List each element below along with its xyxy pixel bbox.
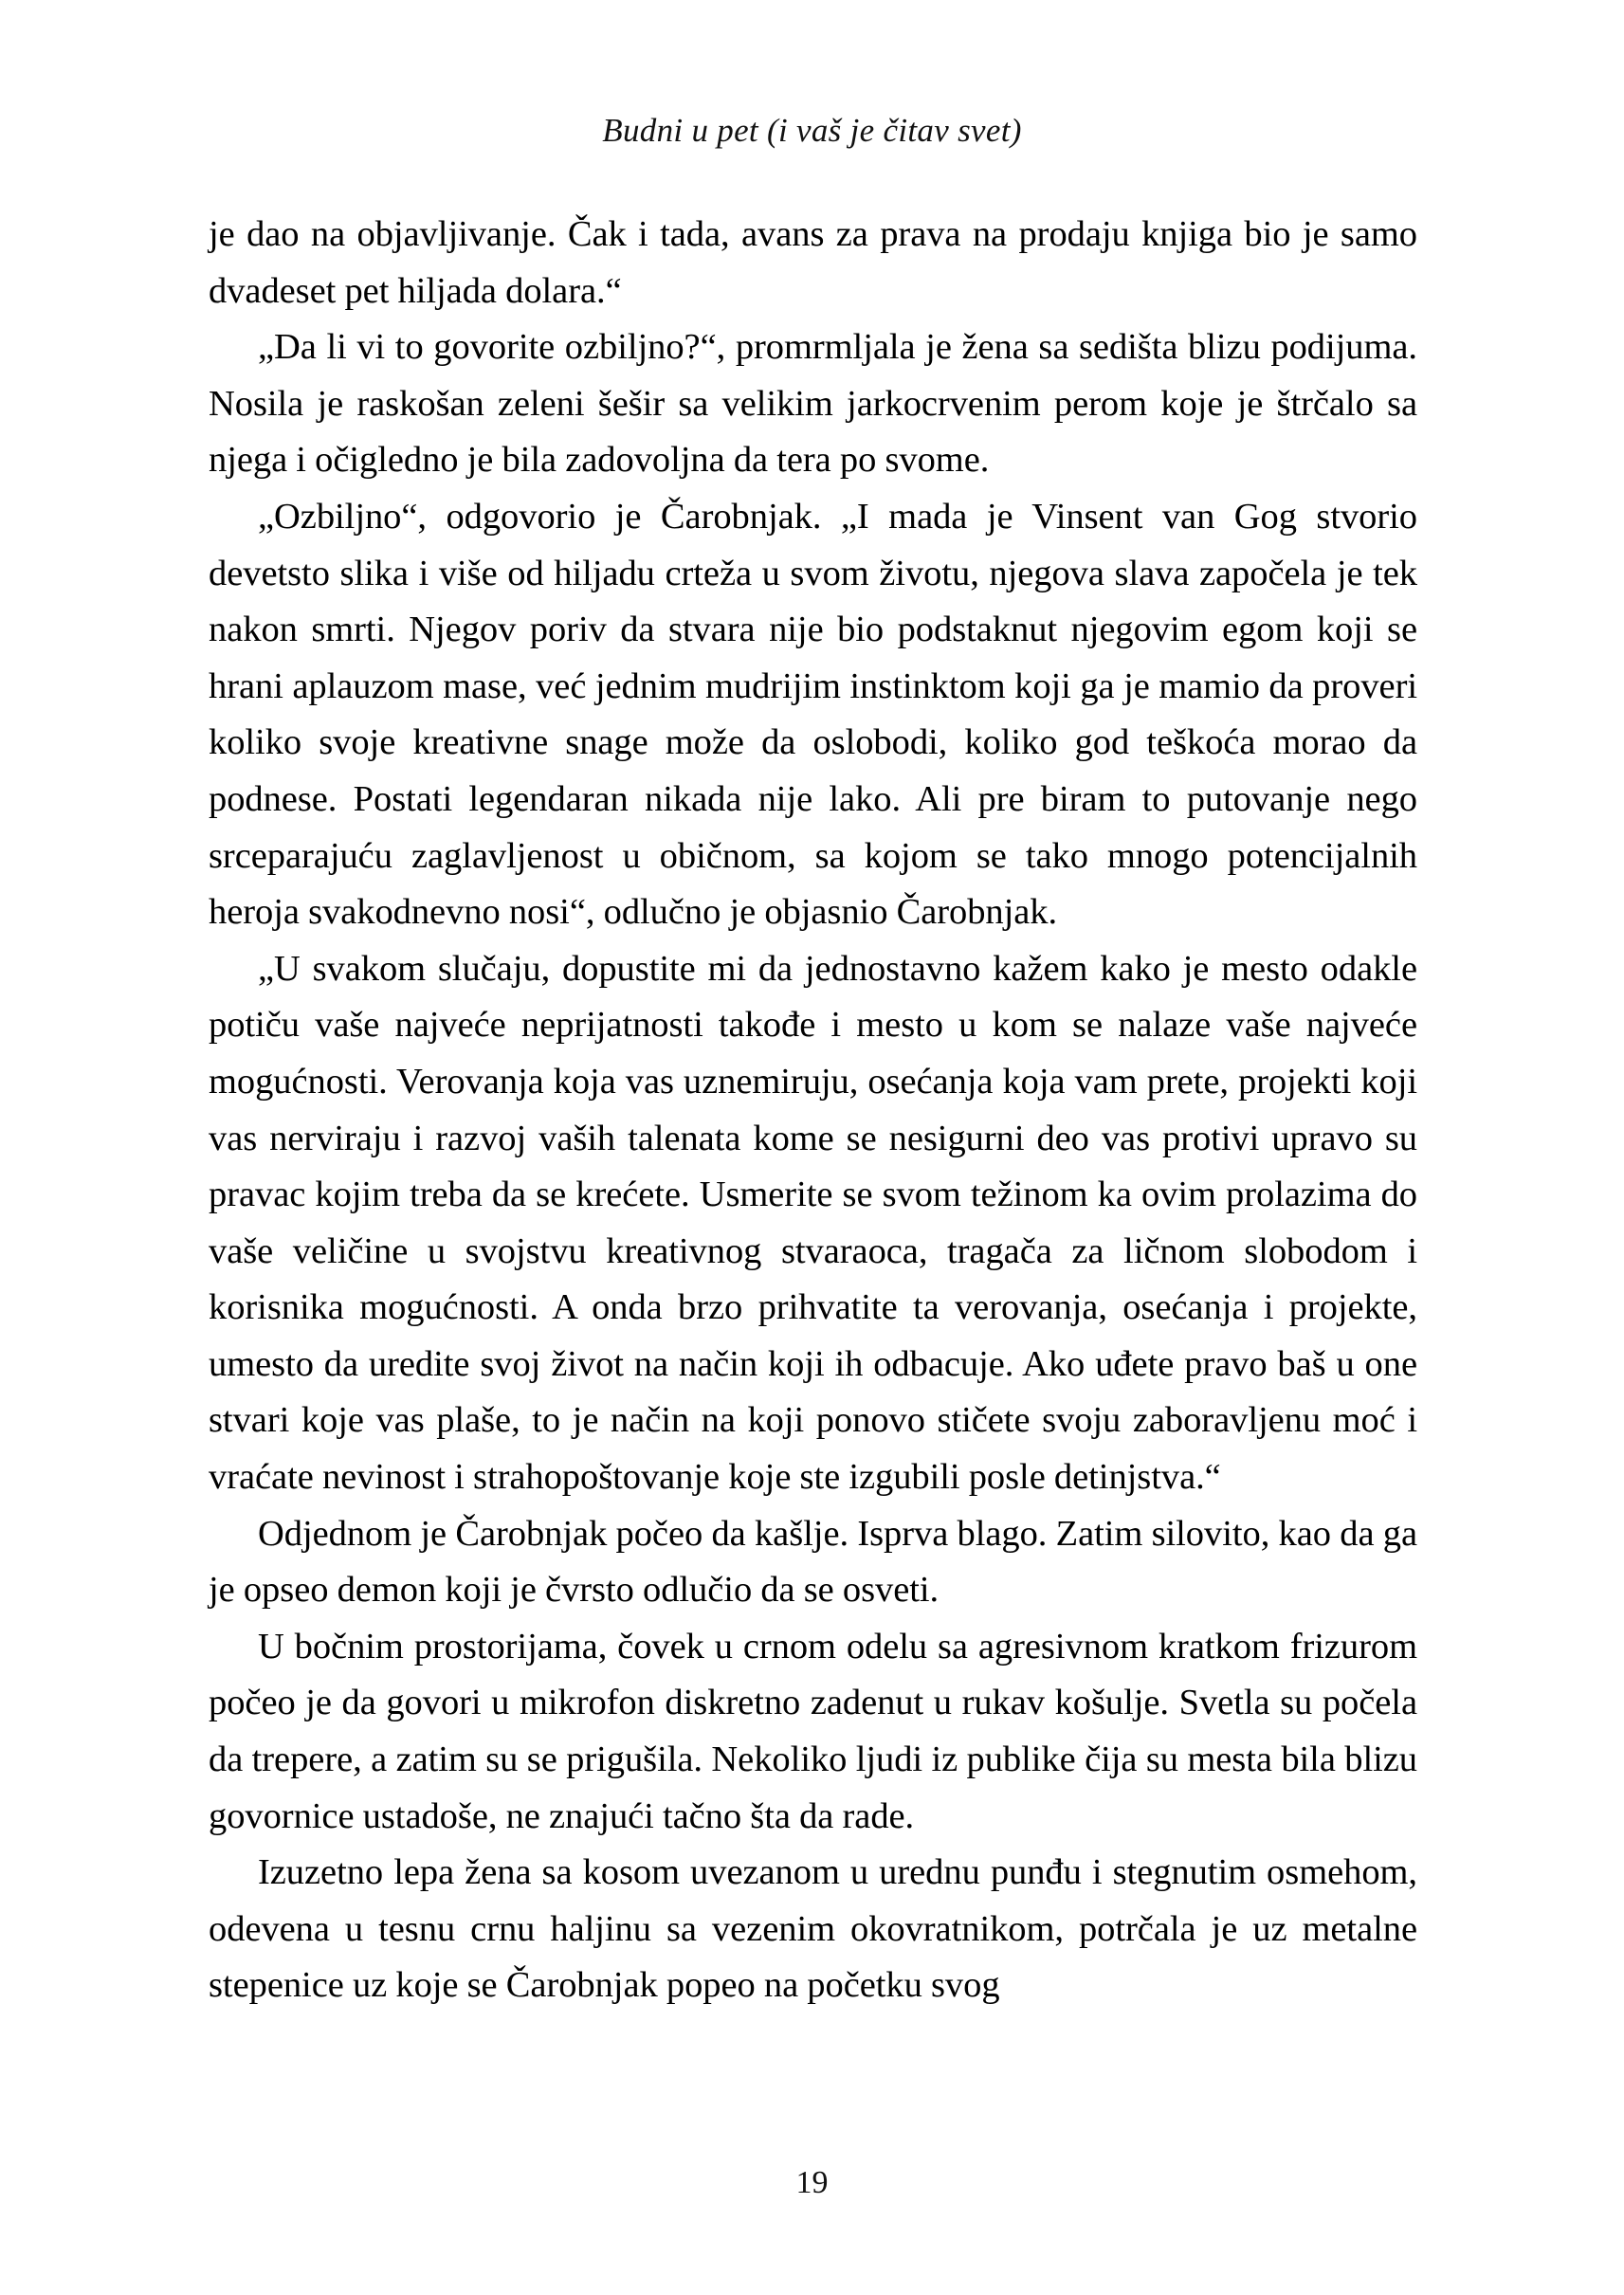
body-text-block	[209, 207, 1417, 2014]
paragraph: Odjednom je Čarobnjak počeo da kašlje. Isprva blago. Zatim silovito, kao da ga je opseo demon koji je čvrsto odlučio da se osveti.	[209, 1513, 1417, 1611]
paragraph: „U svakom slučaju, dopustite mi da jednostavno kažem kako je mesto odakle potiču vaše najveće neprijatnosti takođe i mesto u kom se nalaze vaše najveće mogućnosti. Verovanja koja vas uznemiruju, osećanja koja vam prete, projekti koji vas nerviraju i razvoj vaših talenata kome se nesigurni deo vas protivi upravo su pravac kojim treba da se krećete. Usmerite se svom težinom ka ovim prolazima do vaše veličine u svojstvu kreativnog stvaraoca, tragača za ličnom slobodom i korisnika mogućnosti. A onda brzo prihvatite ta verovanja, osećanja i projekte, umesto da uredite svoj život na način koji ih odbacuje. Ako uđete pravo baš u one stvari koje vas plaše, to je način na koji ponovo stičete svoju zaboravljenu moć i vraćate nevinost i strahopoštovanje koje ste izgubili posle detinjstva.“	[209, 948, 1417, 1498]
paragraph: Izuzetno lepa žena sa kosom uvezanom u urednu punđu i stegnutim osmehom, odevena u tesnu crnu haljinu sa vezenim okovratnikom, potrčala je uz metalne stepenice uz koje se Čarobnjak popeo na početku svog	[209, 1852, 1417, 2006]
paragraph: je dao na objavljivanje. Čak i tada, avans za prava na prodaju knjiga bio je samo dvadeset pet hiljada dolara.“	[209, 214, 1417, 311]
paragraph: „Ozbiljno“, odgovorio je Čarobnjak. „I mada je Vinsent van Gog stvorio devetsto slika i više od hiljadu crteža u svom životu, njegova slava započela je tek nakon smrti. Njegov poriv da stvara nije bio podstaknut njegovim egom koji se hrani aplauzom mase, već jednim mudrijim instinktom koji ga je mamio da proveri koliko svoje kreativne snage može da oslobodi, koliko god teškoća morao da podnese. Postati legendaran nikada nije lako. Ali pre biram to putovanje nego srceparajuću zaglavljenost u običnom, sa kojom se tako mnogo potencijalnih heroja svakodnevno nosi“, odlučno je objasnio Čarobnjak.	[209, 496, 1417, 933]
paragraph: „Da li vi to govorite ozbiljno?“, promrmljala je žena sa sedišta blizu podijuma. Nosila je raskošan zeleni šešir sa velikim jarkocrvenim perom koje je štrčalo sa njega i očigledno je bila zadovoljna da tera po svome.	[209, 327, 1417, 481]
running-header: Budni u pet (i vaš je čitav svet)	[602, 112, 1022, 149]
paragraph: U bočnim prostorijama, čovek u crnom odelu sa agresivnom kratkom frizurom počeo je da govori u mikrofon diskretno zadenut u rukav košulje. Svetla su počela da trepere, a zatim su se prigušila. Nekoliko ljudi iz publike čija su mesta bila blizu govornice ustadoše, ne znajući tačno šta da rade.	[209, 1626, 1417, 1836]
page-number: 19	[795, 2165, 829, 2200]
